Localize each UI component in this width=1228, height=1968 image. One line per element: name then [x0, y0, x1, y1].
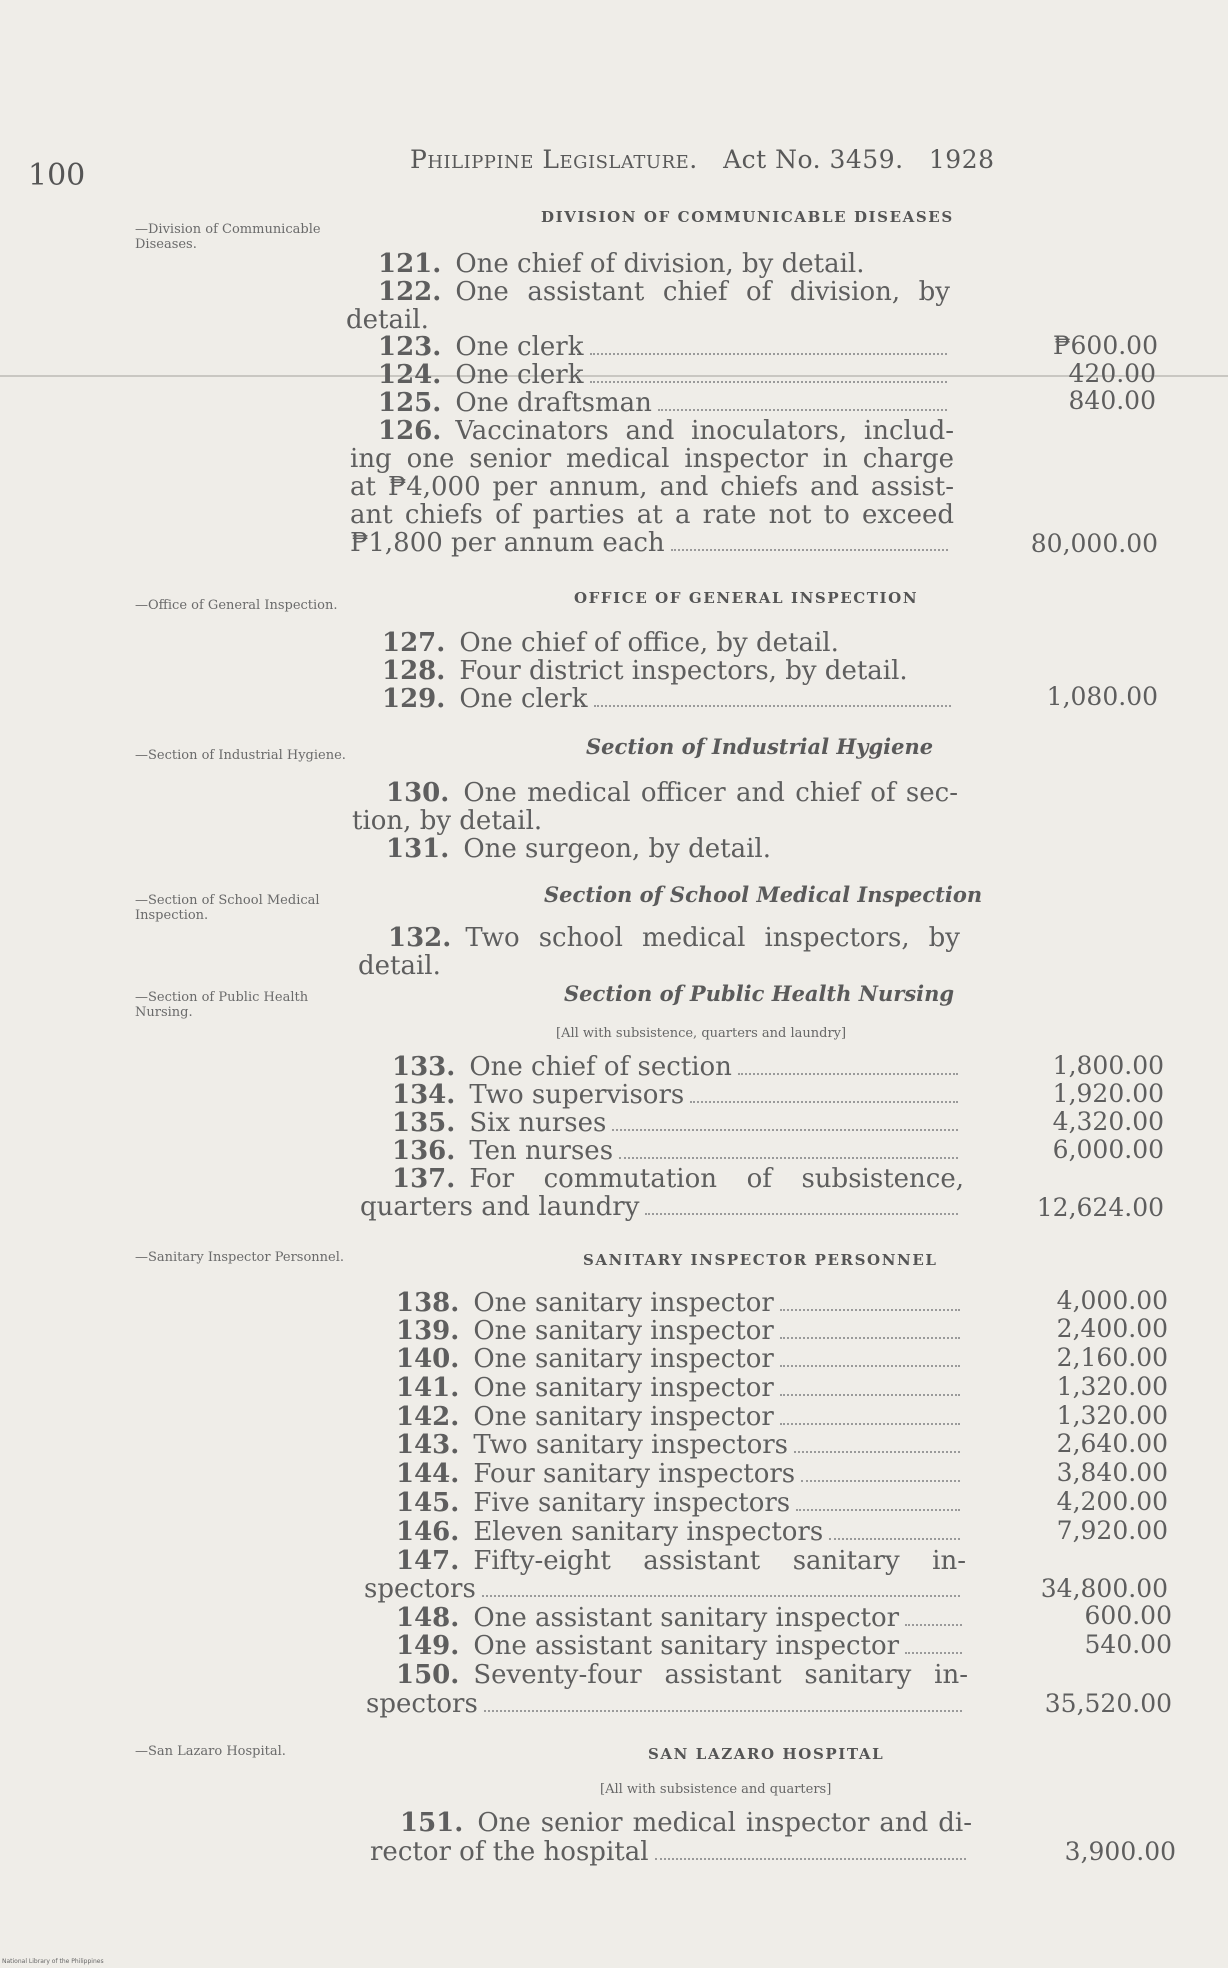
item-line: 133. One chief of section [392, 1052, 964, 1082]
amount: 2,640.00 [1056, 1429, 1168, 1458]
running-head-year: 1928 [928, 145, 995, 174]
item-line: 151. One senior medical inspector and di- [400, 1808, 972, 1838]
amount: 3,900.00 [1064, 1837, 1176, 1866]
item-line: detail. [358, 951, 441, 981]
item-line: 124. One clerk [378, 360, 953, 390]
margin-note: —Section of Public Health Nursing. [135, 990, 309, 1020]
amount: 1,320.00 [1056, 1401, 1168, 1430]
amount: 3,840.00 [1056, 1458, 1168, 1487]
item-line: 142. One sanitary inspector [396, 1402, 966, 1432]
section-heading: SAN LAZARO HOSPITAL [648, 1745, 885, 1763]
running-head-title: Philippine Legislature. [410, 145, 698, 174]
amount: 6,000.00 [1052, 1135, 1164, 1164]
item-line: 141. One sanitary inspector [396, 1373, 966, 1403]
item-line: 135. Six nurses [392, 1108, 964, 1138]
item-line: 138. One sanitary inspector [396, 1288, 966, 1318]
amount: 4,200.00 [1056, 1487, 1168, 1516]
item-line: 150. Seventy-four assistant sanitary in- [396, 1660, 968, 1690]
amount: 35,520.00 [1044, 1689, 1172, 1718]
amount: 12,624.00 [1036, 1193, 1164, 1222]
margin-note: —Sanitary Inspector Personnel. [135, 1250, 345, 1265]
item-line: 137. For commutation of subsistence, [392, 1164, 964, 1194]
item-line: 129. One clerk [382, 684, 957, 714]
section-heading: OFFICE OF GENERAL INSPECTION [574, 589, 919, 607]
item-line: 122. One assistant chief of division, by [378, 277, 950, 307]
margin-note: —Section of Industrial Hygiene. [135, 748, 346, 763]
item-line: 147. Fifty-eight assistant sanitary in- [396, 1546, 966, 1576]
amount: 4,320.00 [1052, 1107, 1164, 1136]
footer-credit: National Library of the Philippines [2, 1958, 104, 1965]
item-line: 143. Two sanitary inspectors [396, 1430, 966, 1460]
running-head [410, 145, 995, 174]
margin-note: —San Lazaro Hospital. [135, 1744, 286, 1759]
item-line: 131. One surgeon, by detail. [386, 834, 771, 864]
section-heading: Section of Industrial Hygiene [586, 734, 934, 759]
item-line: 145. Five sanitary inspectors [396, 1488, 966, 1518]
margin-note: —Office of General Inspection. [135, 598, 338, 613]
page-number: 100 [28, 158, 86, 193]
amount: 1,320.00 [1056, 1372, 1168, 1401]
item-line: spectors [366, 1689, 968, 1719]
amount: 420.00 [1068, 359, 1156, 388]
item-line: ant chiefs of parties at a rate not to exceed [350, 500, 954, 530]
amount: 80,000.00 [1030, 529, 1158, 558]
item-line: 148. One assistant sanitary inspector [396, 1603, 968, 1633]
item-line: 134. Two supervisors [392, 1080, 964, 1110]
item-line: 136. Ten nurses [392, 1136, 964, 1166]
amount: 540.00 [1084, 1630, 1172, 1659]
item-line: 130. One medical officer and chief of sec- [386, 778, 958, 808]
item-line: 144. Four sanitary inspectors [396, 1459, 966, 1489]
amount: 1,800.00 [1052, 1051, 1164, 1080]
item-line: 127. One chief of office, by detail. [382, 628, 839, 658]
item-line: quarters and laundry [360, 1192, 964, 1222]
amount: 2,400.00 [1056, 1314, 1168, 1343]
amount: 2,160.00 [1056, 1343, 1168, 1372]
item-line: 121. One chief of division, by detail. [378, 249, 865, 279]
item-line: 128. Four district inspectors, by detail. [382, 656, 908, 686]
item-line: spectors [364, 1574, 966, 1604]
amount: 4,000.00 [1056, 1286, 1168, 1315]
margin-note: —Division of Communicable Diseases. [135, 222, 321, 252]
item-line: 132. Two school medical inspectors, by [388, 923, 960, 953]
section-heading: Section of Public Health Nursing [564, 981, 955, 1006]
item-line: 123. One clerk [378, 332, 953, 362]
amount: ₱600.00 [1052, 331, 1158, 360]
section-heading: DIVISION OF COMMUNICABLE DISEASES [541, 208, 954, 226]
item-line: ₱1,800 per annum each [350, 528, 954, 558]
amount: 600.00 [1084, 1601, 1172, 1630]
item-line: 126. Vaccinators and inoculators, includ- [378, 416, 954, 446]
item-line: tion, by detail. [352, 806, 543, 836]
amount: 7,920.00 [1056, 1516, 1168, 1545]
item-line: 125. One draftsman [378, 388, 953, 418]
margin-note: —Section of School Medical Inspection. [135, 893, 320, 923]
amount: 1,920.00 [1052, 1079, 1164, 1108]
amount: 840.00 [1068, 386, 1156, 415]
item-line: rector of the hospital [370, 1837, 972, 1867]
item-line: 140. One sanitary inspector [396, 1344, 966, 1374]
item-line: 149. One assistant sanitary inspector [396, 1631, 968, 1661]
section-note: [All with subsistence and quarters] [600, 1782, 832, 1797]
running-head-act: Act No. 3459. [723, 145, 904, 174]
section-heading: Section of School Medical Inspection [544, 882, 983, 907]
amount: 34,800.00 [1040, 1574, 1168, 1603]
item-line: 139. One sanitary inspector [396, 1316, 966, 1346]
item-line: detail. [346, 305, 429, 335]
item-line: ing one senior medical inspector in charge [350, 444, 954, 474]
section-heading: SANITARY INSPECTOR PERSONNEL [583, 1251, 938, 1269]
section-note: [All with subsistence, quarters and laundry] [556, 1026, 847, 1041]
item-line: at ₱4,000 per annum, and chiefs and assist- [350, 472, 954, 502]
item-line: 146. Eleven sanitary inspectors [396, 1517, 966, 1547]
amount: 1,080.00 [1046, 682, 1158, 711]
